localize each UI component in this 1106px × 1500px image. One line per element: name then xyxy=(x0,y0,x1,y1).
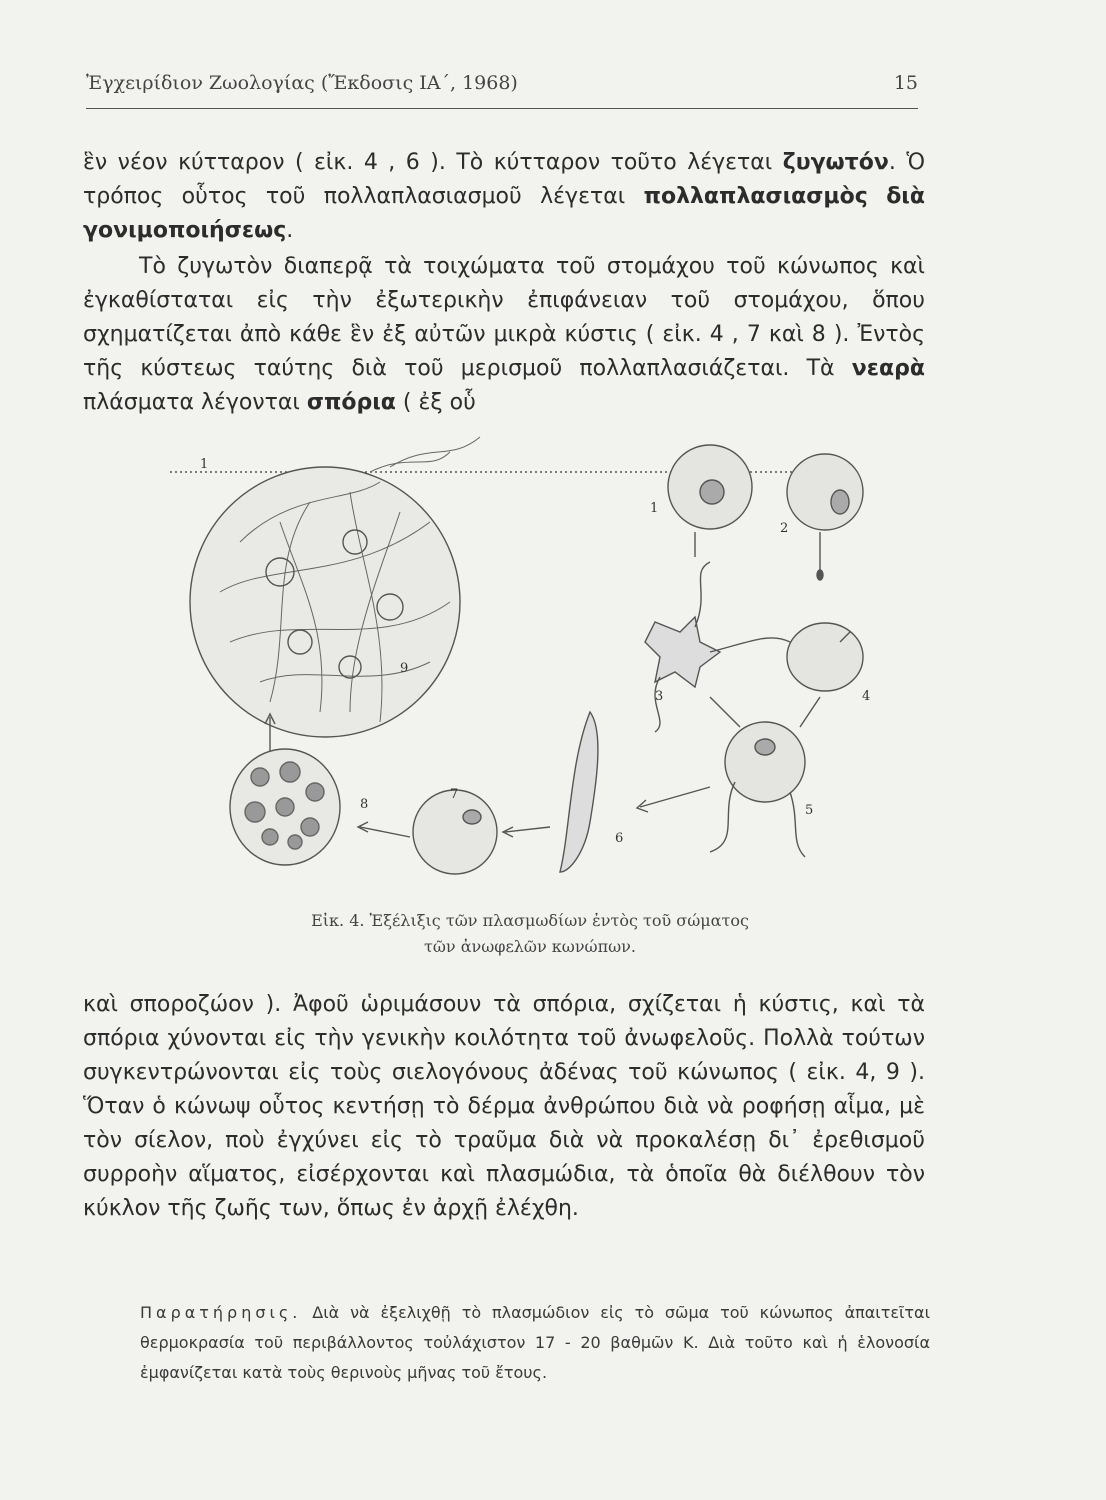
figure-4-illustration xyxy=(150,432,930,892)
zygote-drawing xyxy=(725,722,805,802)
second-paragraph xyxy=(83,250,925,420)
figure-label: 3 xyxy=(655,689,664,704)
header-rule xyxy=(86,108,918,109)
figure-label: 7 xyxy=(450,787,459,802)
oocyst-drawing xyxy=(413,790,497,874)
note-text: Διὰ νὰ ἐξελιχθῇ τὸ πλασμώδιον εἰς τὸ σῶμα τοῦ κώνωπος ἀπαιτεῖται θερμοκρασία τοῦ περιβάλλοντος τοὐλάχιστον 17 - 20 βαθμῶν Κ. Διὰ τοῦτο καὶ ἡ ἑλονοσία ἐμφανίζεται κατὰ τοὺς θερινοὺς μῆνας τοῦ ἔτους. xyxy=(140,1303,930,1382)
figure-label: 8 xyxy=(360,797,369,812)
page-number: 15 xyxy=(893,72,918,94)
top-text-1: ἓν νέον κύτταρον ( εἰκ. 4 , 6 ). Τὸ κύτταρον τοῦτο λέγεται xyxy=(83,150,783,175)
microgametocyte-drawing xyxy=(645,617,720,687)
top-text-1-end: . xyxy=(888,150,896,175)
figure-caption-line-2: τῶν ἀνωφελῶν κωνώπων. xyxy=(424,937,636,956)
salivary-gland-drawing xyxy=(190,467,460,737)
figure-label: 1 xyxy=(200,457,209,472)
running-title: Ἐγχειρίδιον Ζωολογίας (Ἔκδοσις ΙΑ΄, 1968) xyxy=(86,72,518,94)
figure-label: 4 xyxy=(862,689,871,704)
figure-label: 5 xyxy=(805,803,814,818)
ookinete-drawing xyxy=(560,712,598,872)
second-text-a: Τὸ ζυγωτὸν διαπερᾷ τὰ τοιχώματα τοῦ στομάχου τοῦ κώνωπος καὶ ἐγκαθίσταται εἰς τὴν ἐξωτερικὴν ἐπιφάνειαν τοῦ στομάχου, ὅπου σχηματίζεται ἀπὸ κάθε ἓν ἐξ αὐτῶν μικρὰ κύστις ( εἰκ. 4 , 7 καὶ 8 ). Ἐντὸς τῆς κύστεως ταύτης διὰ τοῦ μερισμοῦ πολλαπλασιάζεται. Τὰ xyxy=(83,254,925,381)
figure-caption-line-1: Εἰκ. 4. Ἐξέλιξις τῶν πλασμωδίων ἐντὸς τοῦ σώματος xyxy=(311,911,749,930)
top-text-2: Ὁ τρόπος οὗτος τοῦ πολλαπλασιασμοῦ λέγεται xyxy=(83,150,925,209)
term-spores: σπόρια xyxy=(306,390,396,415)
term-zygote: ζυγωτόν xyxy=(782,150,889,175)
figure-label: 9 xyxy=(400,661,409,676)
term-fertilization: διὰ γονιμοποιήσεως xyxy=(83,184,925,243)
figure-label: 6 xyxy=(615,831,624,846)
term-young: νεαρὰ xyxy=(851,356,925,381)
figure-label: 1 xyxy=(650,501,659,516)
note-lead: Παρατήρησις. xyxy=(140,1303,302,1322)
third-paragraph: καὶ σποροζώον ). Ἀφοῦ ὡριμάσουν τὰ σπόρια, σχίζεται ἡ κύστις, καὶ τὰ σπόρια χύνονται εἰς τὴν γενικὴν κοιλότητα τοῦ ἀνωφελοῦς. Πολλὰ τούτων συγκεντρώνονται εἰς τοὺς σιελογόνους ἀδένας τοῦ κώνωπος ( εἰκ. 4, 9 ). Ὅταν ὁ κώνωψ οὗτος κεντήσῃ τὸ δέρμα ἀνθρώπου διὰ νὰ ροφήσῃ αἷμα, μὲ τὸν σίελον, ποὺ ἐγχύνει εἰς τὸ τραῦμα διὰ νὰ προκαλέσῃ δι᾽ ἐρεθισμοῦ συρροὴν αἵματος, εἰσέρχονται καὶ πλασμώδια, τὰ ὁποῖα θὰ διέλθουν τὸν κύκλον τῆς ζωῆς των, ὅπως ἐν ἀρχῇ ἐλέχθη. xyxy=(83,992,925,1221)
macrogamete-drawing xyxy=(787,623,863,691)
second-text-c: ( ἐξ οὗ xyxy=(395,390,476,415)
gametocyte-2-drawing xyxy=(787,454,863,530)
figure-label: 2 xyxy=(780,521,789,536)
top-paragraph xyxy=(83,146,925,248)
top-text-3-end: . xyxy=(286,218,294,243)
second-text-b: πλάσματα λέγονται xyxy=(83,390,307,415)
term-multiplication: πολλαπλασιασμὸς xyxy=(643,184,868,209)
page-header xyxy=(86,72,918,94)
observation-note xyxy=(140,1298,930,1388)
